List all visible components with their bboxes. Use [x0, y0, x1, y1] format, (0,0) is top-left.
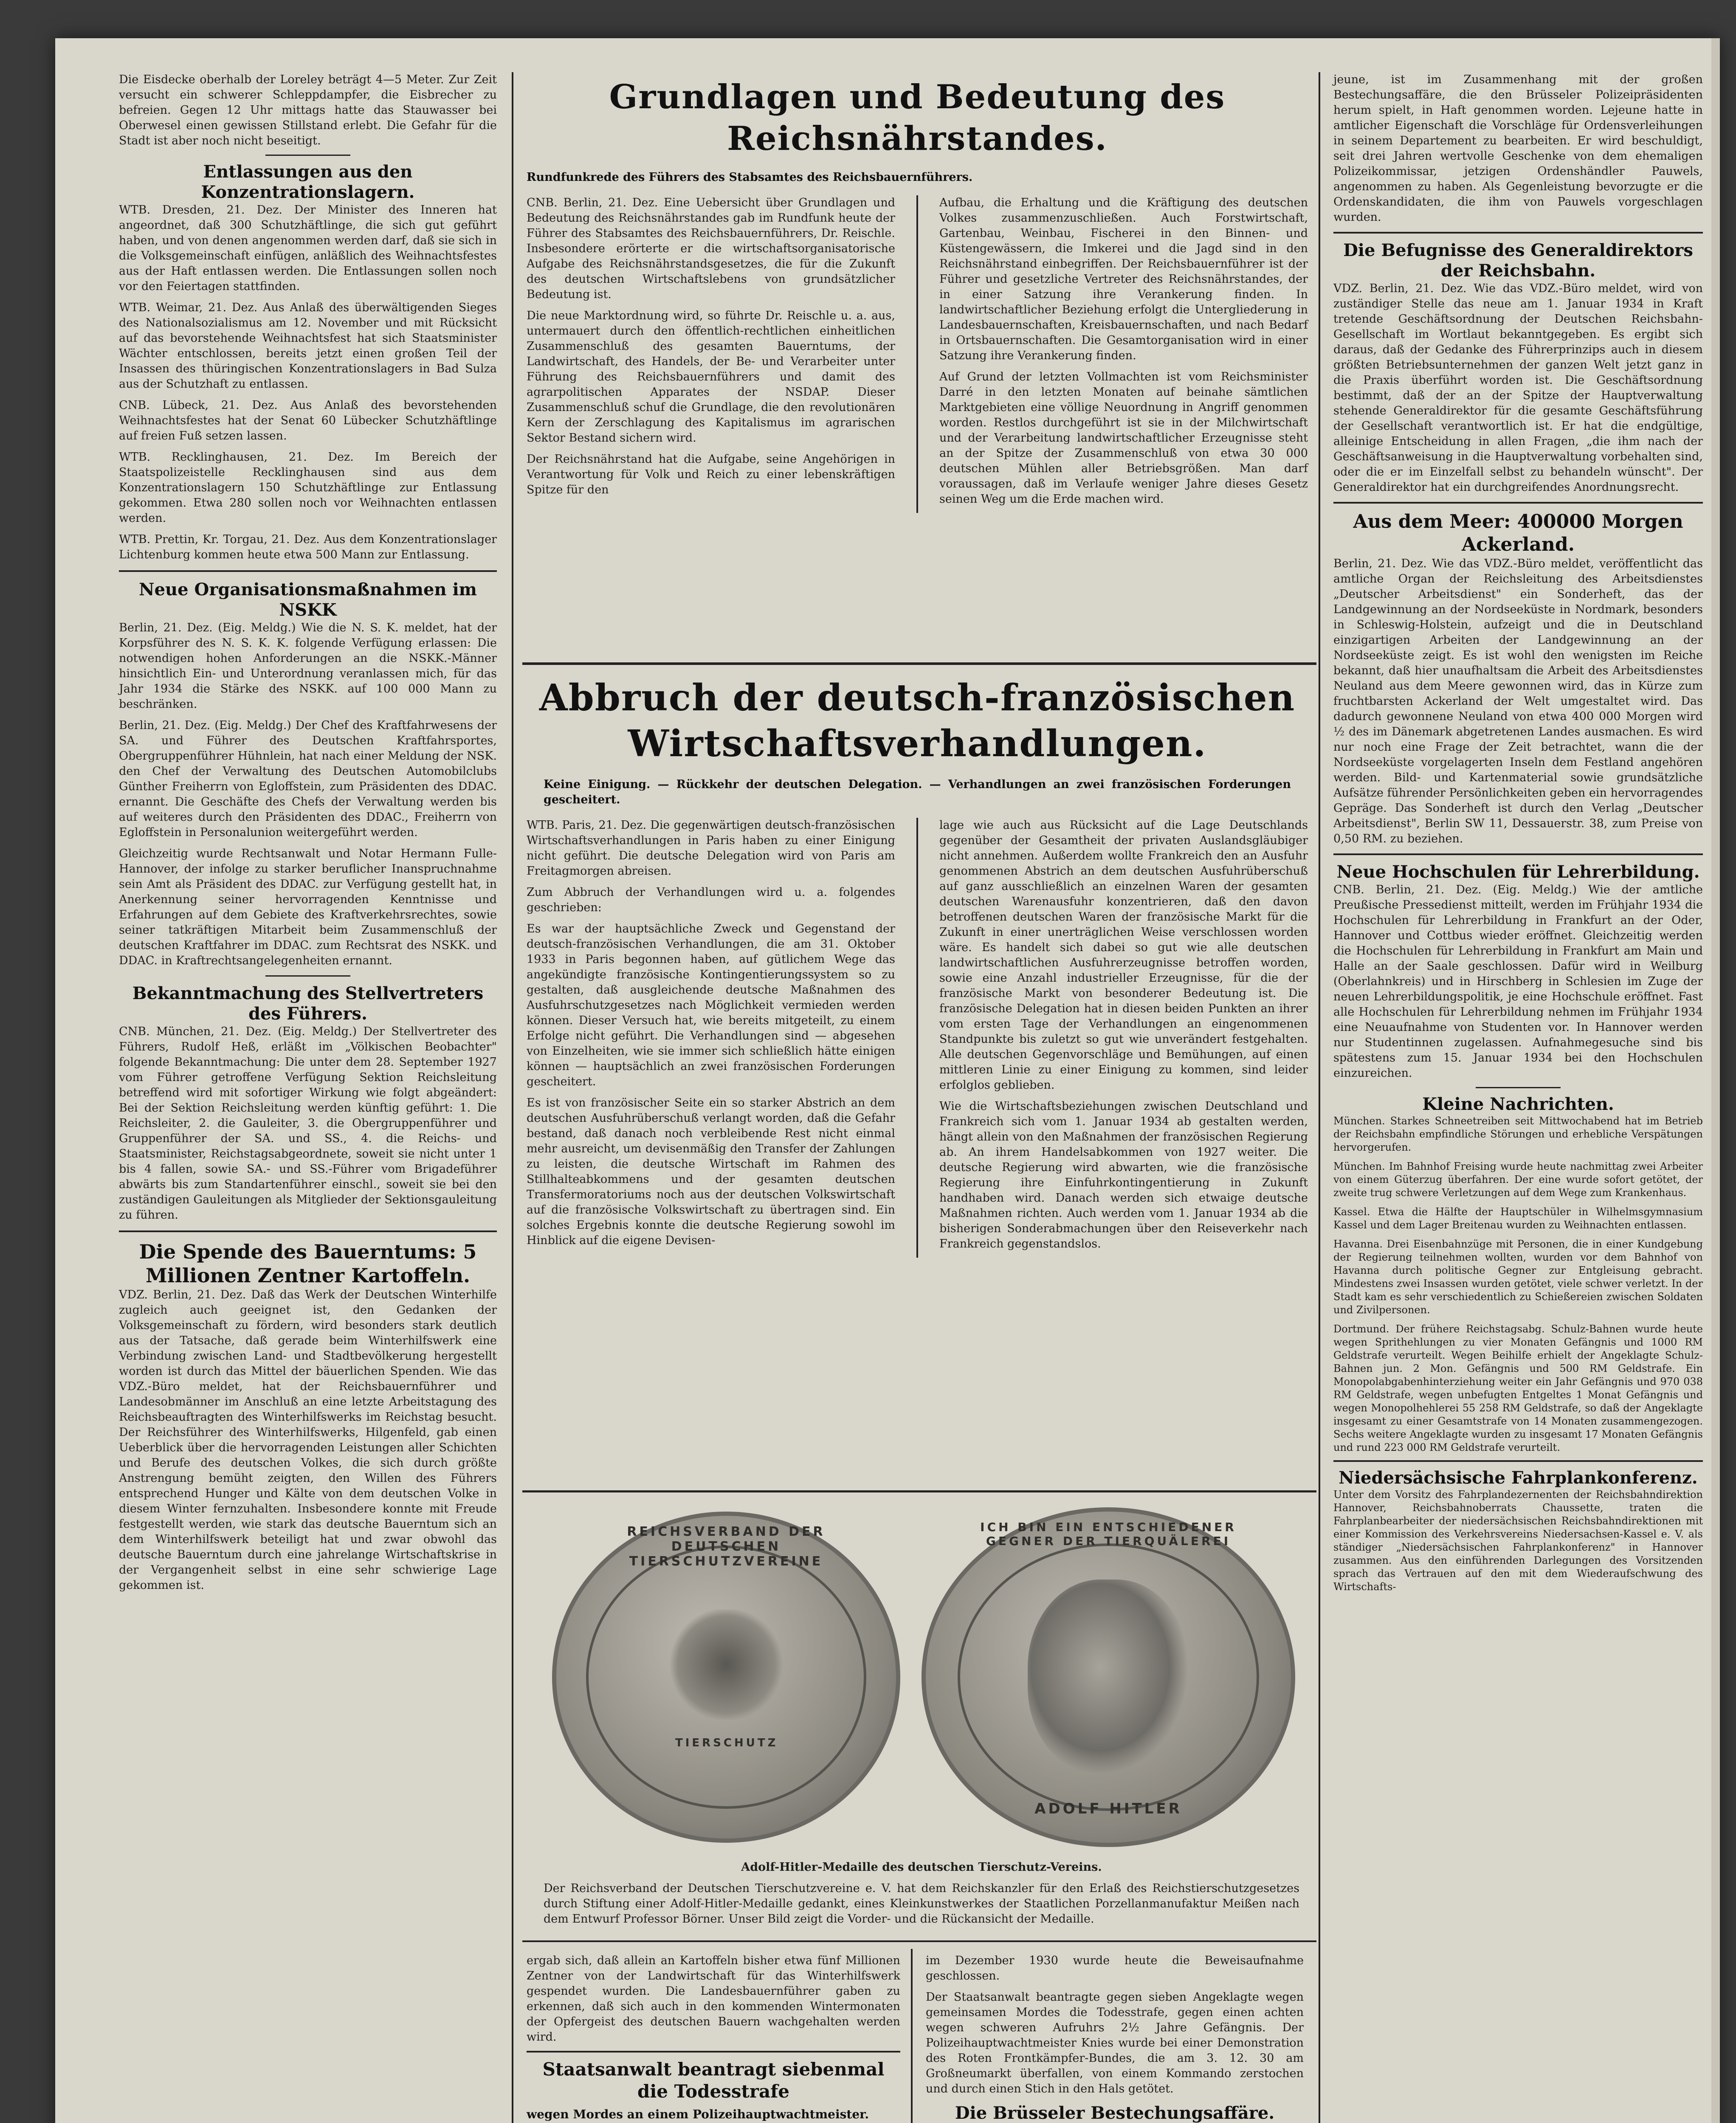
separator — [1333, 232, 1703, 234]
article-paragraph: CNB. Berlin, 21. Dez. Eine Uebersicht über Grundlagen und Bedeutung des Reichsnährstandes gab im Rundfunk heute der Führer des Stabsamtes des Reichsbauernführers, Dr. Reischle. Insbesondere erörterte er die wirtschaftsorganisatorische Aufgabe des Reichsnährstandsgesetzes, die für die Zukunft des deutschen Wirtschaftslebens von grundsätzlicher Bedeutung ist. — [527, 196, 895, 301]
newspaper-page — [55, 38, 1720, 2123]
article-paragraph: Unter dem Vorsitz des Fahrplandezernenten der Reichsbahndirektion Hannover, Reichsbahnoberrats Chaussette, traten die Fahrplanbearbeiter der niedersächsischen Reichsbahndirektionen mit einer Kommission des Verkehrsvereins Niedersachsen-Kassel e. V. als ständiger „Niedersächsischen Fahrplankonferenz" in Hannover zusammen. Aus den einführenden Darlegungen des Vorsitzenden sprach das Vertrauen auf den mit dem Wiederaufschwung des Wirtschafts- — [1333, 1489, 1703, 1593]
headline-ackerland: Aus dem Meer: 400000 Morgen Ackerland. — [1353, 511, 1683, 555]
headline-reichsbahn: Die Befugnisse des Generaldirektors der Reichsbahn. — [1343, 240, 1693, 281]
column-right — [1333, 72, 1703, 1599]
medal-back-inscription: ICH BIN EIN ENTSCHIEDENER GEGNER DER TIERQUÄLEREI — [980, 1520, 1237, 1548]
article-paragraph: VDZ. Berlin, 21. Dez. Wie das VDZ.-Büro meldet, wird von zuständiger Stelle das neue am 1. Januar 1934 in Kraft tretende Geschäftsordnung der Deutschen Reichsbahn-Gesellschaft im Wortlaut bekanntgegeben. Es ergibt sich daraus, daß der Gedanke des Führerprinzips auch in diesem größten Betriebsunternehmen der ganzen Welt jetzt ganz in die Praxis überführt worden ist. Die Geschäftsordnung bestimmt, daß der an der Spitze der Hauptverwaltung stehende Generaldirektor für die gesamte Geschäftsführung der Gesellschaft verantwortlich ist. Er hat die endgültige, alleinige Entscheidung in allen Fragen, „die ihm nach der Geschäftsanweisung in die Hauptverwaltung vorbehalten sind, oder die er im Einzelfall selbst zu behandeln wünscht". Der Generaldirektor hat ein durchgreifendes Anordnungsrecht. — [1333, 282, 1703, 494]
column-rule — [916, 818, 918, 1258]
body-col-b — [939, 818, 1308, 1258]
article-paragraph: CNB. Berlin, 21. Dez. (Eig. Meldg.) Wie der amtliche Preußische Pressedienst mitteilt, werden im Frühjahr 1934 die Hochschulen für Lehrerbildung in Frankfurt an der Oder, Hannover und Cottbus wieder eröffnet. Gleichzeitig werden die Hochschulen für Lehrerbildung in Frankfurt am Main und Halle an der Saale geschlossen. Dafür wird in Weilburg (Oberlahnkreis) und in Hirschberg in Schlesien im Zuge der neuen Lehrerbildungspolitik, je eine Hochschule eröffnet. Fast alle Hochschulen für Lehrerbildung nehmen im Frühjahr 1934 eine Neuaufnahme von Studenten vor. In Hannover werden nur Studentinnen zugelassen. Aufnahmegesuche sind bis spätestens zum 15. Januar 1934 bei den Hochschulen einzureichen. — [1333, 883, 1703, 1080]
bottom-col-a — [527, 1953, 900, 2123]
eagle-emblem-icon — [667, 1609, 786, 1720]
headline-bruesseler: Die Brüsseler Bestechungsaffäre. — [955, 2103, 1275, 2123]
article-paragraph: Berlin, 21. Dez. (Eig. Meldg.) Wie die N. S. K. meldet, hat der Korpsführer des N. S. K. K. folgende Verfügung erlassen: Die notwendigen hohen Anforderungen an die NSKK.-Männer hinsichtlich Ein- und Unterordnung veranlassen mich, für das Jahr 1934 die Stärke des NSKK. auf 100 000 Mann zu beschränken. — [119, 621, 497, 711]
caption-title: Adolf-Hitler-Medaille des deutschen Tierschutz-Vereins. — [741, 1861, 1102, 1874]
caption-text: Der Reichsverband der Deutschen Tierschutzvereine e. V. hat dem Reichskanzler für den Erlaß des Reichstierschutzgesetzes durch Stiftung einer Adolf-Hitler-Medaille gedankt, eines Kleinkunstwerkes der Staatlichen Porzellanmanufaktur Meißen nach dem Entwurf Professor Börner. Unser Bild zeigt die Vorder- und die Rückansicht der Medaille. — [544, 1882, 1299, 1926]
article-paragraph: Zum Abbruch der Verhandlungen wird u. a. folgendes geschrieben: — [527, 886, 895, 914]
article-paragraph: Wie die Wirtschaftsbeziehungen zwischen Deutschland und Frankreich sich vom 1. Januar 1934 ab gestalten werden, hängt allein von den Maßnahmen der französischen Regierung ab. An ihrem Handelsabkommen von 1927 weiter. Die deutsche Regierung wird abwarten, wie die französische Regierung ihre Einfuhrkontingentierung in Zukunft handhaben wird. Danach werden sich etwaige deutsche Maßnahmen richten. Auch werden vom 1. Januar 1934 ab die bisherigen Sonderabmachungen über den Reiseverkehr nach Frankreich gegenstandslos. — [939, 1100, 1308, 1250]
separator — [1333, 502, 1703, 504]
subheadline-rundfunkrede: Rundfunkrede des Führers des Stabsamtes des Reichsbauernführers. — [527, 171, 973, 184]
body-col-a — [527, 818, 895, 1258]
article-paragraph: Es ist von französischer Seite ein so starker Abstrich an dem deutschen Ausfuhrüberschuß verlangt worden, daß die Gefahr bestand, daß danach noch verbleibende Rest nicht einmal mehr ausreicht, um devisenmäßig den Transfer der Zahlungen zu leisten, die deutsche Wirtschaft im Rahmen des Stillhalteabkommens und der gesamten deutschen Transfermoratoriums noch aus der deutschen Volkswirtschaft auf die französische Volkswirtschaft zu übertragen sind. Ein solches Ergebnis konnte die deutsche Regierung sowohl im Hinblick auf die eigene Devisen- — [527, 1096, 895, 1247]
two-column-body — [527, 195, 1308, 513]
article-paragraph: VDZ. Berlin, 21. Dez. Daß das Werk der Deutschen Winterhilfe zugleich auch geeignet ist, den Gedanken der Volksgemeinschaft zu fördern, wird besonders stark deutlich aus der Tatsache, daß gerade beim Winterhilfswerk eine Verbindung zwischen Land- und Stadtbevölkerung hergestellt worden ist durch das Mittel der bäuerlichen Spenden. Wie das VDZ.-Büro meldet, hat der Reichsbauernführer und Landesobmänner im Anschluß an eine letzte Arbeitstagung des Reichsbeauftragten des Winterhilfswerks im Reichstag besucht. Der Reichsführer des Winterhilfswerks, Hilgenfeld, gab einen Ueberblick über die hervorragenden Leistungen aller Schichten und Berufe des deutschen Volkes, die sich durch größte Anstrengung bemüht zeigten, den Willen des Führers entsprechend Hunger und Kälte von dem deutschen Volke in diesem Winter fernzuhalten. Insbesondere konnte mit Freude festgestellt werden, wie stark das deutsche Bauerntum sich an dem Winterhilfswerk beteiligt hat und zwar obwohl das deutsche Bauerntum durch eine jahrelange Wirtschaftskrise in der Vergangenheit selbst in eine sehr schwierige Lage gekommen ist. — [119, 1288, 497, 1592]
headline-kleine-nachrichten: Kleine Nachrichten. — [1422, 1094, 1614, 1114]
article-reichsnaehrstand — [527, 76, 1308, 513]
headline-abbruch: Abbruch der deutsch-französischen Wirtschaftsverhandlungen. — [539, 676, 1296, 765]
flood-report: Die Eisdecke oberhalb der Loreley beträgt 4—5 Meter. Zur Zeit versucht ein schwerer Schleppdampfer, die Eisbrecher zu befreien. Gegen 12 Uhr mittags hatte das Stauwasser bei Oberwesel einen gewissen Stillstand erlebt. Die Gefahr für die Stadt ist aber noch nicht beseitigt. — [119, 73, 497, 147]
subheadline-keine-einigung: Keine Einigung. — Rückkehr der deutschen Delegation. — Verhandlungen an zwei französischen Forderungen gescheitert. — [544, 778, 1291, 806]
portrait-profile-icon — [1028, 1580, 1189, 1775]
column-rule — [916, 195, 918, 513]
subheadline-staatsanwalt: wegen Mordes an einem Polizeihauptwachtmeister. — [527, 2107, 869, 2121]
separator — [119, 1230, 497, 1232]
headline-nskk: Neue Organisationsmaßnahmen im NSKK — [139, 580, 477, 620]
medal-front — [552, 1512, 900, 1843]
article-paragraph: Gleichzeitig wurde Rechtsanwalt und Notar Hermann Fulle-Hannover, der infolge zu starker beruflicher Inanspruchnahme sein Amt als Präsident des DDAC. zur Verfügung gestellt hat, in Anerkennung seiner hervorragenden Kenntnisse und Erfahrungen auf dem Gebiete des Kraftverkehrsrechtes, sowie seiner tatkräftigen Mitarbeit beim Zusammenschluß der deutschen Kraftfahrer im DDAC. zum Rechtsrat des NSKK. und DDAC. in Kraftrechtsangelegenheiten ernannt. — [119, 847, 497, 967]
medal-front-inscription: REICHSVERBAND DER DEUTSCHEN TIERSCHUTZVEREINE — [627, 1524, 826, 1569]
article-paragraph: WTB. Prettin, Kr. Torgau, 21. Dez. Aus dem Konzentrationslager Lichtenburg kommen heute etwa 500 Mann zur Entlassung. — [119, 533, 497, 561]
news-item: München. Im Bahnhof Freising wurde heute nachmittag zwei Arbeiter von einem Güterzug überfahren. Der eine wurde sofort getötet, der zweite trug schwere Verletzungen auf dem Wege zum Krankenhaus. — [1333, 1160, 1703, 1199]
body-col-b — [939, 195, 1308, 513]
article-paragraph: Es war der hauptsächliche Zweck und Gegenstand der deutsch-französischen Verhandlungen, die am 31. Oktober 1933 in Paris begonnen haben, auf gütlichem Wege das angekündigte französische Kontingentierungssystem so zu gestalten, daß ausgleichende deutsche Maßnahmen des Ausfuhrschutzgesetzes nach Möglichkeit vermieden werden können. Dieser Versuch hat, wie bereits mitgeteilt, zu einem Erfolge nicht geführt. Die Verhandlungen sind — abgesehen von Einzelheiten, wie sie immer sich schließlich hätte einigen können — hauptsächlich an zwei französischen Forderungen gescheitert. — [527, 922, 895, 1088]
separator — [265, 975, 350, 977]
headline-fahrplankonferenz: Niedersächsische Fahrplankonferenz. — [1339, 1468, 1698, 1488]
news-item: München. Starkes Schneetreiben seit Mittwochabend hat im Betrieb der Reichsbahn empfindliche Störungen und erhebliche Verspätungen hervorgerufen. — [1333, 1115, 1703, 1153]
section-rule — [522, 662, 1316, 665]
two-column-body — [527, 818, 1308, 1258]
article-paragraph: CNB. Lübeck, 21. Dez. Aus Anlaß des bevorstehenden Weihnachtsfestes hat der Senat 60 Lübecker Schutzhäftlinge auf freien Fuß setzen lassen. — [119, 399, 497, 442]
news-item: Kassel. Etwa die Hälfte der Hauptschüler in Wilhelmsgymnasium Kassel und dem Lager Breitenau wurden zu Weihnachten entlassen. — [1333, 1206, 1703, 1231]
article-paragraph: jeune, ist im Zusammenhang mit der großen Bestechungsaffäre, die den Brüsseler Polizeipräsidenten herum spielt, in Haft genommen worden. Lejeune hatte in amtlicher Eigenschaft die Vorschläge für Ordensverleihungen in seinem Departement zu bearbeiten. Er wird beschuldigt, seit drei Jahren wertvolle Geschenke von dem ehemaligen Polizeikommissar, jetzigen Ordenshändler Pauwels, angenommen zu haben. Als Gegenleistung bevorzugte er die Ordenskandidaten, die ihm von Pauwels vorgeschlagen wurden. — [1333, 73, 1703, 224]
headline-reichsnaehrstand: Grundlagen und Bedeutung des Reichsnährstandes. — [609, 78, 1226, 158]
article-wirtschaftsverhandlungen — [527, 675, 1308, 1258]
headline-hochschulen: Neue Hochschulen für Lehrerbildung. — [1336, 862, 1700, 882]
separator — [265, 155, 350, 156]
bottom-col-b — [926, 1953, 1304, 2123]
article-paragraph: Der Staatsanwalt beantragte gegen sieben Angeklagte wegen gemeinsamen Mordes die Todesstrafe, gegen einen achten wegen schweren Aufruhrs 2½ Jahre Gefängnis. Der Polizeihauptwachtmeister Knies wurde bei einer Demonstration des Roten Frontkämpfer-Bundes, die am 3. 12. 30 am Großneumarkt überfallen, von einem Kommando zerstochen und durch einen Stich in den Hals getötet. — [926, 1991, 1304, 2095]
article-paragraph: CNB. München, 21. Dez. (Eig. Meldg.) Der Stellvertreter des Führers, Rudolf Heß, erläßt im „Völkischen Beobachter" folgende Bekanntmachung: Die unter dem 28. September 1927 vom Führer getroffene Verfügung Sektion Reichsleitung betreffend wird mit sofortiger Wirkung wie folgt abgeändert: Bei der Sektion Reichsleitung werden künftig geführt: 1. Die Reichsleiter, 2. die Gauleiter, 3. die Obergruppenführer und Gruppenführer der SA. und SS., 4. die Reichs- und Staatsminister, Reichstagsabgeordnete, soweit sie nicht unter 1 bis 4 fallen, sowie SA.- und SS.-Führer vom Brigadeführer abwärts bis zum Standartenführer einschl., soweit sie bei den zuständigen Gauleitungen als Mitglieder der Sektionsgauleitung zu führen. — [119, 1025, 497, 1222]
headline-bekanntmachung: Bekanntmachung des Stellvertreters des Führers. — [132, 983, 484, 1024]
column-rule — [512, 72, 513, 2123]
medal-back-name: ADOLF HITLER — [1034, 1800, 1182, 1817]
medal-caption — [544, 1860, 1299, 1933]
column-rule — [911, 1949, 913, 2123]
article-paragraph: WTB. Dresden, 21. Dez. Der Minister des Inneren hat angeordnet, daß 300 Schutzhäftlinge, die sich gut geführt haben, und von denen angenommen werden darf, daß sie sich in die Volksgemeinschaft einfügen, anläßlich des Weihnachtsfestes aus der Haft entlassen werden. Die Entlassungen sollen noch vor den Feiertagen stattfinden. — [119, 203, 497, 293]
headline-entlassungen: Entlassungen aus den Konzentrationslagern. — [201, 162, 415, 202]
article-paragraph: Aufbau, die Erhaltung und die Kräftigung des deutschen Volkes zusammenzuschließen. Auch Forstwirtschaft, Gartenbau, Weinbau, Fischerei in den Binnen- und Küstengewässern, die Imkerei und die Jagd sind in den Reichsnährstand einbegriffen. Der Reichsbauernführer ist der Führer und gesetzliche Vertreter des Reichsnährstandes, der in einer Satzung ihre Verankerung finden. In landwirtschaftlicher Beziehung erfolgt die Untergliederung in Landesbauernschaften, Kreisbauernschaften, und nach Bedarf in Ortsbauernschaften. Die Gesamtorganisation wird in einer Satzung ihre Verankerung finden. — [939, 196, 1308, 362]
separator — [1333, 1460, 1703, 1462]
article-paragraph: Die neue Marktordnung wird, so führte Dr. Reischle u. a. aus, untermauert durch den öffentlich-rechtlichen einheitlichen Zusammenschluß des gesamten Bauerntums, der Landwirtschaft, des Handels, der Be- und Verarbeiter unter Führung des Reichsbauernführers und damit des agrarpolitischen Apparates der NSDAP. Dieser Zusammenschluß schuf die Grundlage, die den revolutionären Kern der Zerschlagung des Kapitalismus im agrarischen Sektor Bestand sichern wird. — [527, 309, 895, 445]
separator — [1476, 1087, 1561, 1088]
section-rule — [522, 1940, 1316, 1942]
medal-front-banner: TIERSCHUTZ — [675, 1737, 778, 1749]
separator — [527, 2051, 900, 2053]
column-left — [119, 72, 497, 1599]
article-paragraph: Berlin, 21. Dez. (Eig. Meldg.) Der Chef des Kraftfahrwesens der SA. und Führer des Deutschen Kraftfahrsportes, Obergruppenführer Hühnlein, hat nach einer Meldung der NSK. den Chef der Verwaltung des Deutschen Automobilclubs Günther Freiherrn von Egloffstein, zum Präsidenten des DDAC. ernannt. Die Geschäfte des Chefs der Verwaltung werden bis auf weiteres durch den Präsidenten des DDAC., Freiherrn von Egloffstein in Personalunion weitergeführt werden. — [119, 719, 497, 839]
separator — [1333, 853, 1703, 855]
article-paragraph: ergab sich, daß allein an Kartoffeln bisher etwa fünf Millionen Zentner von der Landwirtschaft für das Winterhilfswerk gespendet wurden. Die Landesbauernführer gaben zu erkennen, daß sich auch in den kommenden Wintermonaten der Opfergeist des deutschen Bauern wachgehalten werden wird. — [527, 1954, 900, 2044]
article-paragraph: im Dezember 1930 wurde heute die Beweisaufnahme geschlossen. — [926, 1954, 1304, 1982]
column-rule — [1319, 72, 1320, 2123]
medal-back — [922, 1507, 1295, 1847]
article-paragraph: Auf Grund der letzten Vollmachten ist vom Reichsminister Darré in den letzten Monaten auf beinahe sämtlichen Marktgebieten eine völlige Neuordnung in Angriff genommen worden. Restlos durchgeführt ist sie in der Milchwirtschaft und der Verarbeitung landwirtschaftlicher Erzeugnisse steht an der Spitze der Zusammenschluß von etwa 30 000 deutschen Mühlen aller Betriebsgrößen. Man darf voraussagen, daß im Verlaufe weniger Jahre dieses Gesetz seinen Weg um die Erde machen wird. — [939, 370, 1308, 506]
article-paragraph: lage wie auch aus Rücksicht auf die Lage Deutschlands gegenüber der Gesamtheit der privaten Auslandsgläubiger nicht annehmen. Außerdem wollte Frankreich den an Ausfuhr genommenen Abstrich an dem deutschen Ausfuhrüberschuß auf ganz ausschließlich an einzelnen Waren der gesamten deutschen Warenausfuhr konzentrieren, daß den davon betroffenen deutschen Waren der französische Markt für die Zukunft in einer unerträglichen Weise verschlossen worden wäre. Es handelt sich dabei so gut wie alle deutschen landwirtschaftlichen Ausfuhrerzeugnisse betroffen worden, sowie eine Anzahl industrieller Erzeugnisse, für die der französische Markt von besonderer Bedeutung ist. Die französische Delegation hat in diesen beiden Punkten an ihrer vom ersten Tage der Verhandlungen an eingenommenen Standpunkte bis zuletzt so gut wie unverändert festgehalten. Alle deutschen Gegenvorschläge und Bemühungen, auf einen mittleren Linie zu einer Einigung zu kommen, sind leider erfolglos geblieben. — [939, 819, 1308, 1092]
body-col-a — [527, 195, 895, 513]
headline-spende: Die Spende des Bauerntums: 5 Millionen Zentner Kartoffeln. — [139, 1240, 477, 1287]
page-fold-shadow — [1711, 38, 1720, 2123]
medal-photo — [544, 1503, 1299, 1843]
separator — [119, 570, 497, 572]
article-paragraph: Der Reichsnährstand hat die Aufgabe, seine Angehörigen in Verantwortung für Volk und Reich zu einer lebenskräftigen Spitze für den — [527, 453, 895, 496]
article-paragraph: WTB. Weimar, 21. Dez. Aus Anlaß des überwältigenden Sieges des Nationalsozialismus am 12. November und mit Rücksicht auf das bevorstehende Weihnachtsfest hat sich Staatsminister Wächter entschlossen, bereits jetzt einen großen Teil der Insassen des thüringischen Konzentrationslagers in Bad Sulza aus der Schutzhaft zu entlassen. — [119, 301, 497, 391]
headline-staatsanwalt: Staatsanwalt beantragt siebenmal die Todesstrafe — [542, 2059, 885, 2102]
news-item: Dortmund. Der frühere Reichstagsabg. Schulz-Bahnen wurde heute wegen Sprithehlungen zu vier Monaten Gefängnis und 1000 RM Geldstrafe verurteilt. Wegen Beihilfe erhielt der Angeklagte Schulz-Bahnen jun. 2 Mon. Gefängnis und 500 RM Geldstrafe. Ein Monopolabgabenhinterziehung weiter ein Jahr Gefängnis und 970 038 RM Geldstrafe, wegen unbefugten Entgeltes 1 Monat Gefängnis und wegen Monopolhehlerei 55 258 RM Geldstrafe, so daß der Angeklagte insgesamt zu einer Gesamtstrafe von 14 Monaten zusammengezogen. Sechs weitere Angeklagte wurden zu insgesamt 17 Monaten Gefängnis und rund 223 000 RM Geldstrafe verurteilt. — [1333, 1323, 1703, 1453]
article-paragraph: Berlin, 21. Dez. Wie das VDZ.-Büro meldet, veröffentlicht das amtliche Organ der Reichsleitung des Arbeitsdienstes „Deutscher Arbeitsdienst" ein Sonderheft, das der Landgewinnung an der Nordseeküste in Nordmark, besonders in Schleswig-Holstein, aufzeigt und die in Deutschland einzigartigen Arbeiten der Landgewinnung an der Nordseeküste zeigt. Es ist wohl den wenigsten im Reiche bekannt, daß hier unaufhaltsam die Arbeit des Arbeitsdienstes Neuland aus dem Meere gewonnen wird, das in Kürze zum fruchtbarsten Ackerland der Welt umgestaltet wird. Das dadurch gewonnene Neuland von etwa 400 000 Morgen wird ½ des im Dänemark abgetretenen Landes ausmachen. Es wird nur noch eine Frage der Zeit betrachtet, wann die der Nordseeküste vorgelagerten Inseln dem Festland angehören werden. Bild- und Kartenmaterial sowie grundsätzliche Aufsätze führender Persönlichkeiten geben ein hervorragendes Gepräge. Das Sonderheft ist durch den Verlag „Deutscher Arbeitsdienst", Berlin SW 11, Dessauerstr. 38, zum Preise von 0,50 RM. zu beziehen. — [1333, 557, 1703, 845]
section-rule — [522, 1490, 1316, 1492]
article-paragraph: WTB. Paris, 21. Dez. Die gegenwärtigen deutsch-französischen Wirtschaftsverhandlungen in Paris haben zu einer Einigung nicht geführt. Die deutsche Delegation wird von Paris am Freitagmorgen abreisen. — [527, 819, 895, 878]
article-paragraph: WTB. Recklinghausen, 21. Dez. Im Bereich der Staatspolizeistelle Recklinghausen sind aus dem Konzentrationslagern 150 Schutzhäftlinge zur Entlassung gekommen. Etwa 280 sollen noch vor Weihnachten entlassen werden. — [119, 451, 497, 525]
news-item: Havanna. Drei Eisenbahnzüge mit Personen, die in einer Kundgebung der Regierung teilnehmen wollten, wurden vor dem Bahnhof von Havanna durch politische Gegner zur Entgleisung gebracht. Mindestens zwei Insassen wurden getötet, viele schwer verletzt. In der Stadt kam es sehr verschiedentlich zu Schießereien zwischen Soldaten und Zivilpersonen. — [1333, 1238, 1703, 1316]
